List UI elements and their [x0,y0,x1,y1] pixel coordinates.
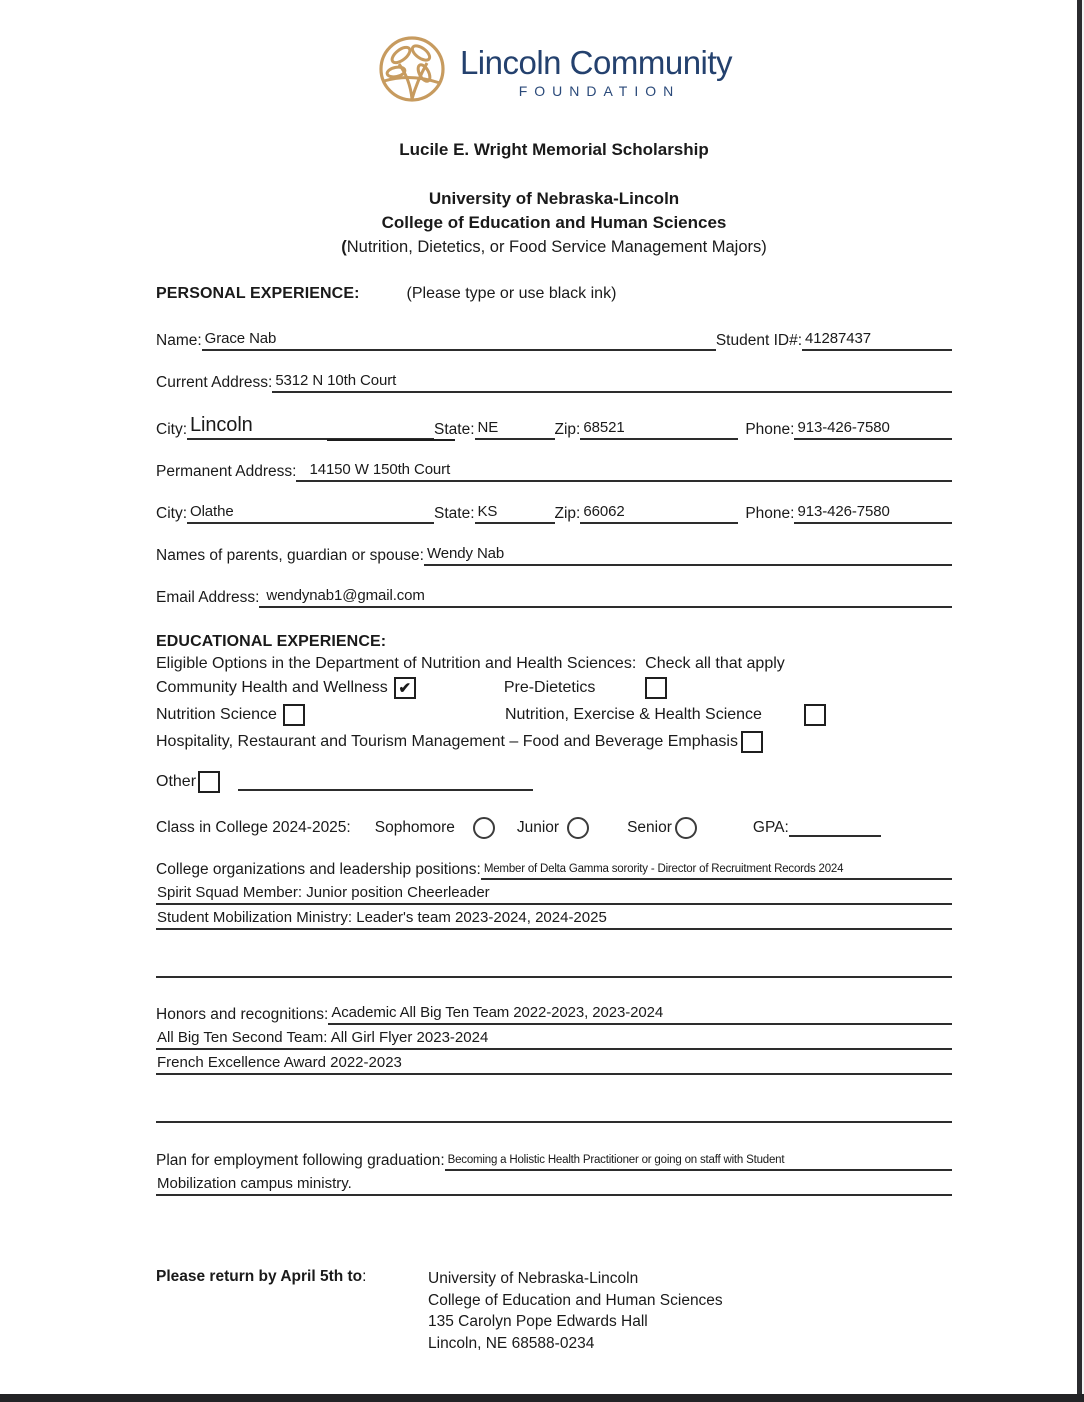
email-label: Email Address: [156,589,260,606]
current-zip-field[interactable]: 68521 [580,419,738,440]
current-phone-label: Phone: [745,421,795,438]
employment-plan-field-line1[interactable]: Becoming a Holistic Health Practitioner or going on staff with Student [445,1150,952,1171]
option-nutrition-science-label: Nutrition Science [156,706,277,723]
honors-field-line4[interactable] [156,1103,952,1123]
class-in-college-label: Class in College 2024-2025: [156,819,351,836]
option-pre-dietetics-checkbox[interactable] [645,677,667,699]
name-field[interactable]: Grace Nab [202,330,716,351]
option-nutrition-exercise-label: Nutrition, Exercise & Health Science [504,706,762,723]
class-senior-radio[interactable] [675,817,697,839]
option-hospitality-checkbox[interactable] [741,731,763,753]
permanent-phone-field[interactable]: 913-426-7580 [794,503,952,524]
gpa-label: GPA: [752,819,789,836]
current-zip-label: Zip: [554,421,581,438]
class-junior-radio[interactable] [567,817,589,839]
current-address-label: Current Address: [156,374,273,391]
permanent-state-label: State: [434,505,475,522]
honors-field-line2[interactable]: All Big Ten Second Team: All Girl Flyer 2023-2024 [156,1029,952,1050]
university-name: University of Nebraska-Lincoln [428,189,680,208]
permanent-city-label: City: [156,505,187,522]
return-address-line3: 135 Carolyn Pope Edwards Hall [428,1313,648,1330]
return-address-line1: University of Nebraska-Lincoln [428,1270,639,1287]
current-city-label: City: [156,421,187,438]
scan-artifact-right-line [1077,0,1082,1402]
return-address [428,1268,723,1354]
permanent-zip-label: Zip: [554,505,581,522]
foundation-logo-icon [376,33,448,110]
current-state-field[interactable]: NE [475,419,555,440]
name-label: Name: [156,332,202,349]
organizations-field-line2[interactable]: Spirit Squad Member: Junior position Cheerleader [156,884,952,905]
permanent-zip-field[interactable]: 66062 [580,503,738,524]
return-address-line2: College of Education and Human Sciences [428,1291,723,1309]
current-city-field[interactable]: Lincoln [187,414,434,440]
option-pre-dietetics-label: Pre-Dietetics [503,679,596,696]
employment-plan-label: Plan for employment following graduation: [156,1152,445,1169]
parents-field[interactable]: Wendy Nab [424,545,952,566]
scan-artifact-bottom-bar [0,1394,1084,1402]
student-id-field[interactable]: 41287437 [802,330,952,351]
honors-field-line3[interactable]: French Excellence Award 2022-2023 [156,1054,952,1075]
return-address-line4: Lincoln, NE 68588-0234 [428,1334,595,1352]
student-id-label: Student ID#: [715,332,802,349]
honors-label: Honors and recognitions: [156,1006,329,1023]
option-hospitality-label: Hospitality, Restaurant and Tourism Management – Food and Beverage Emphasis [156,733,738,750]
current-state-label: State: [434,421,475,438]
other-field[interactable] [238,773,533,791]
class-junior-label: Junior [516,819,560,836]
class-sophomore-label: Sophomore [374,819,455,836]
employment-plan-field-line2[interactable]: Mobilization campus ministry. [156,1175,952,1196]
honors-field-line1[interactable]: Academic All Big Ten Team 2022-2023, 2023-2024 [328,1004,952,1025]
permanent-address-label: Permanent Address: [156,463,297,480]
foundation-brand-subtitle: FOUNDATION [518,82,681,99]
parents-label: Names of parents, guardian or spouse: [156,547,424,564]
organizations-field-line4[interactable] [156,958,952,978]
return-by-label: Please return by April 5th to: [156,1268,367,1285]
option-community-health-checkbox[interactable]: ✔ [394,677,416,699]
organizations-field-line1[interactable]: Member of Delta Gamma sorority - Director of Recruitment Records 2024 [481,859,952,880]
current-phone-field[interactable]: 913-426-7580 [794,419,952,440]
option-community-health-label: Community Health and Wellness [156,679,388,696]
permanent-city-field[interactable]: Olathe [187,503,434,524]
organizations-field-line3[interactable]: Student Mobilization Ministry: Leader's team 2023-2024, 2024-2025 [156,909,952,930]
personal-experience-heading: PERSONAL EXPERIENCE: [156,285,360,302]
eligible-options-intro: Eligible Options in the Department of Nutrition and Health Sciences: Check all that apply [156,655,785,672]
class-sophomore-radio[interactable] [473,817,495,839]
black-ink-note: (Please type or use black ink) [406,285,617,302]
option-other-label: Other [156,773,197,790]
option-other-checkbox[interactable] [198,771,220,793]
permanent-phone-label: Phone: [745,505,795,522]
scholarship-title: Lucile E. Wright Memorial Scholarship [399,140,709,159]
gpa-field[interactable] [789,819,881,837]
college-name: College of Education and Human Sciences [381,213,727,232]
organizations-label: College organizations and leadership positions: [156,861,481,878]
email-field[interactable]: wendynab1@gmail.com [259,587,952,608]
class-senior-label: Senior [627,819,672,836]
permanent-state-field[interactable]: KS [475,503,555,524]
foundation-logo [156,33,952,110]
current-address-field[interactable]: 5312 N 10th Court [272,372,952,393]
option-nutrition-science-checkbox[interactable] [283,704,305,726]
option-nutrition-exercise-checkbox[interactable] [804,704,826,726]
foundation-brand-name: Lincoln Community [459,43,733,81]
permanent-address-field[interactable]: 14150 W 150th Court [296,461,952,482]
educational-experience-heading: EDUCATIONAL EXPERIENCE: [156,633,387,650]
majors-note: (Nutrition, Dietetics, or Food Service Management Majors) [341,238,767,256]
